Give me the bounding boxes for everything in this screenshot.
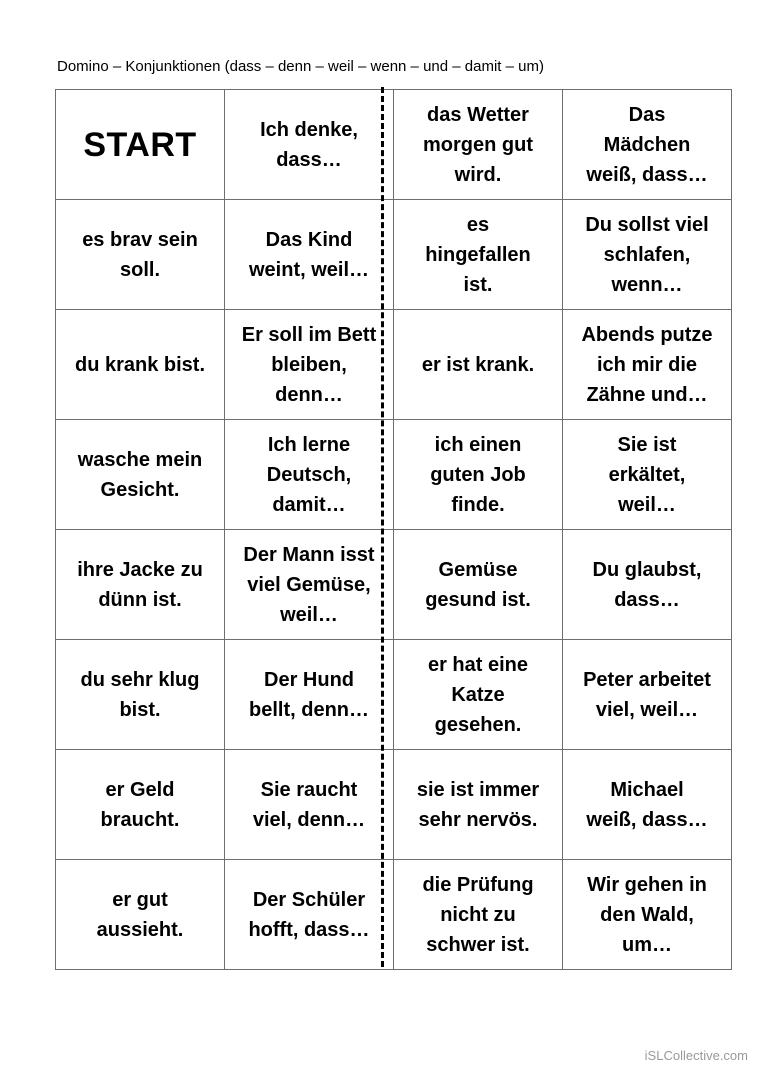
start-card: START <box>56 90 225 200</box>
domino-card: ihre Jacke zu dünn ist. <box>56 530 225 640</box>
domino-card: die Prüfung nicht zu schwer ist. <box>394 860 563 970</box>
domino-card: das Wetter morgen gut wird. <box>394 90 563 200</box>
domino-grid-container <box>55 89 711 965</box>
card-row <box>56 200 732 310</box>
domino-grid-body <box>56 90 732 970</box>
domino-card: Peter arbeitet viel, weil… <box>563 640 732 750</box>
domino-card: sie ist immer sehr nervös. <box>394 750 563 860</box>
domino-card: Der Schüler hofft, dass… <box>225 860 394 970</box>
card-row <box>56 860 732 970</box>
domino-card: Der Hund bellt, denn… <box>225 640 394 750</box>
domino-card: er ist krank. <box>394 310 563 420</box>
domino-card: Abends putze ich mir die Zähne und… <box>563 310 732 420</box>
domino-card: Michael weiß, dass… <box>563 750 732 860</box>
card-row <box>56 530 732 640</box>
domino-card: es hingefallen ist. <box>394 200 563 310</box>
domino-card: es brav sein soll. <box>56 200 225 310</box>
domino-card: du sehr klug bist. <box>56 640 225 750</box>
domino-card: Das Mädchen weiß, dass… <box>563 90 732 200</box>
domino-card: Das Kind weint, weil… <box>225 200 394 310</box>
domino-card: Er soll im Bett bleiben, denn… <box>225 310 394 420</box>
domino-card: Du sollst viel schlafen, wenn… <box>563 200 732 310</box>
domino-card: du krank bist. <box>56 310 225 420</box>
domino-card: Sie raucht viel, denn… <box>225 750 394 860</box>
page-title: Domino – Konjunktionen (dass – denn – weil – wenn – und – damit – um) <box>57 58 544 75</box>
domino-card: er gut aussieht. <box>56 860 225 970</box>
watermark: iSLCollective.com <box>644 1048 748 1063</box>
domino-card: Du glaubst, dass… <box>563 530 732 640</box>
domino-card: ich einen guten Job finde. <box>394 420 563 530</box>
domino-card: Gemüse gesund ist. <box>394 530 563 640</box>
domino-card: er hat eine Katze gesehen. <box>394 640 563 750</box>
card-row <box>56 640 732 750</box>
domino-card: Ich denke, dass… <box>225 90 394 200</box>
domino-card: Sie ist erkältet, weil… <box>563 420 732 530</box>
domino-card: Ich lerne Deutsch, damit… <box>225 420 394 530</box>
card-row <box>56 750 732 860</box>
domino-card: wasche mein Gesicht. <box>56 420 225 530</box>
card-row <box>56 90 732 200</box>
domino-card: Wir gehen in den Wald, um… <box>563 860 732 970</box>
domino-card: Der Mann isst viel Gemüse, weil… <box>225 530 394 640</box>
card-row <box>56 420 732 530</box>
card-row <box>56 310 732 420</box>
domino-grid <box>55 89 732 970</box>
domino-card: er Geld braucht. <box>56 750 225 860</box>
